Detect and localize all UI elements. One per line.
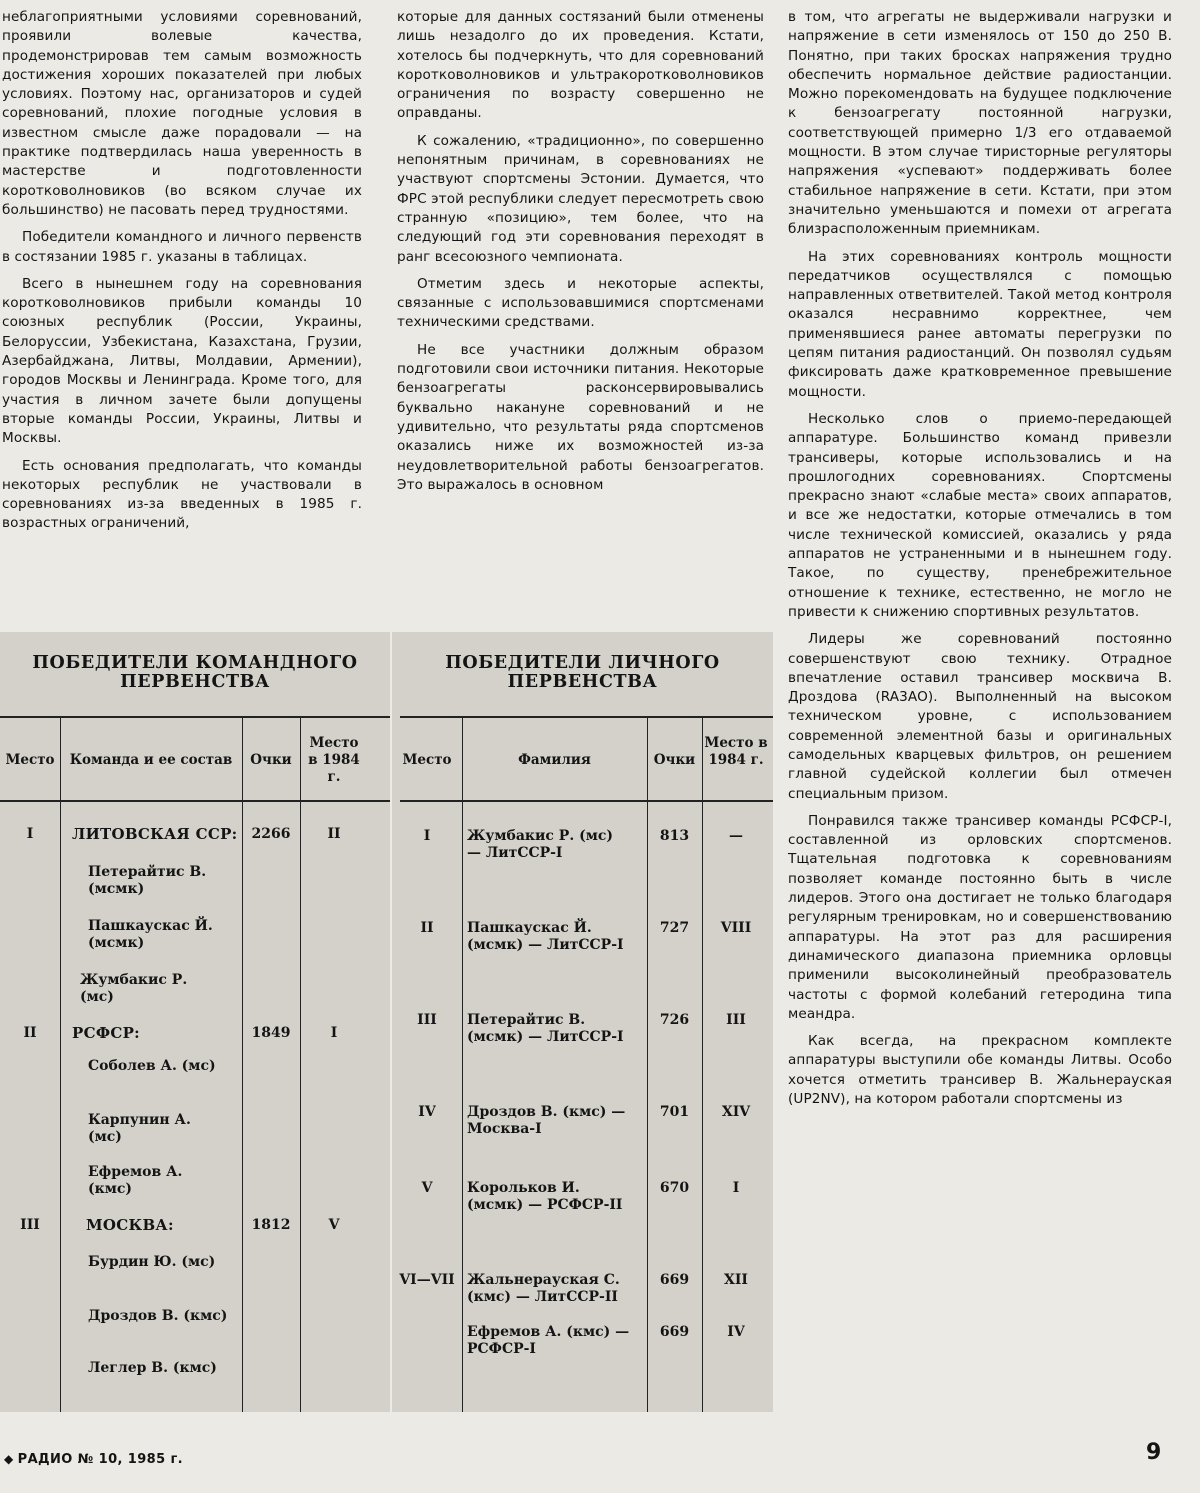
table-rule bbox=[400, 800, 773, 802]
team-member: Ефремов А. (кмс) bbox=[88, 1164, 183, 1197]
paragraph: Понравился также трансивер команды РСФСР-I, составленной из орловских спортсменов. Тщательная подготовка к соревнованиям позволяет команде постоянно быть в числе лидеров. Этого она достигает не только благодаря регулярным тренировкам, но и совершенствованию аппаратуры. На этот раз для расширения динамического диапазона приемника орловцы применили высоколинейный преобразователь частоты с формой колебаний гетеродина типа меандра. bbox=[788, 812, 1172, 1022]
row-prev-place: V bbox=[328, 1217, 340, 1233]
team-name: РСФСР: bbox=[72, 1024, 141, 1042]
row-prev-place: XII bbox=[724, 1272, 748, 1288]
row-points: 669 bbox=[659, 1272, 690, 1288]
team-member: Петерайтис В. (мсмк) bbox=[88, 864, 207, 897]
team-member: Бурдин Ю. (мс) bbox=[88, 1254, 216, 1270]
text-column-2 bbox=[397, 8, 764, 503]
text-column-1 bbox=[2, 8, 362, 542]
header-team: Команда и ее состав bbox=[69, 752, 233, 768]
team-member: Карпунин А. (мс) bbox=[88, 1112, 191, 1145]
row-place: II bbox=[23, 1025, 37, 1041]
column-divider bbox=[702, 716, 703, 1412]
team-member: Пашкаускас Й. (мсмк) bbox=[88, 918, 213, 951]
row-prev-place: III bbox=[726, 1012, 746, 1028]
row-name: Петерайтис В. (мсмк) — ЛитССР-I bbox=[467, 1012, 624, 1045]
diamond-icon: ◆ bbox=[4, 1452, 14, 1466]
team-member: Соболев А. (мс) bbox=[88, 1058, 216, 1074]
paragraph: Победители командного и личного первенств в состязании 1985 г. указаны в таблицах. bbox=[2, 229, 362, 265]
paragraph: Отметим здесь и некоторые аспекты, связанные с использовавшимися спортсменами техническими средствами. bbox=[397, 275, 764, 331]
team-member: Жумбакис Р. (мс) bbox=[80, 972, 188, 1005]
header-prev-place: Место в 1984 г. bbox=[704, 735, 768, 768]
text-column-3 bbox=[788, 8, 1172, 1117]
row-place: IV bbox=[418, 1104, 436, 1120]
row-prev-place: I bbox=[330, 1025, 338, 1041]
row-prev-place: I bbox=[732, 1180, 740, 1196]
paragraph: Лидеры же соревнований постоянно совершенствуют свою технику. Отрадное впечатление оставил трансивер москвича В. Дроздова (RA3AO). Выполненный на высоком техническом уровне, с использованием современной элементной базы и оригинальных самодельных кварцевых фильтров, он решением главной судейской коллегии был отмечен специальным призом. bbox=[788, 631, 1172, 802]
row-prev-place: — bbox=[729, 828, 743, 844]
row-points: 727 bbox=[659, 920, 690, 936]
row-name: Пашкаускас Й. (мсмк) — ЛитССР-I bbox=[467, 920, 624, 953]
row-prev-place: VIII bbox=[720, 920, 752, 936]
row-place: III bbox=[20, 1217, 40, 1233]
row-prev-place: II bbox=[327, 826, 341, 842]
table-rule bbox=[400, 716, 773, 718]
team-results-table bbox=[0, 632, 390, 1412]
column-divider bbox=[60, 716, 61, 1412]
row-name: Корольков И. (мсмк) — РСФСР-II bbox=[467, 1180, 623, 1213]
paragraph: Есть основания предполагать, что команды некоторых республик не участвовали в соревнованиях из-за введенных в 1985 г. возрастных ограничений, bbox=[2, 457, 362, 532]
table-rule bbox=[0, 800, 390, 802]
row-place: VI—VII bbox=[399, 1272, 455, 1288]
column-divider bbox=[647, 716, 648, 1412]
header-points: Очки bbox=[250, 752, 292, 768]
column-divider bbox=[462, 716, 463, 1412]
row-name: Жальнерауская С. (кмс) — ЛитССР-II bbox=[467, 1272, 620, 1305]
paragraph: неблагоприятными условиями соревнований, проявили волевые качества, продемонстрировав тем самым возможность достижения хороших показателей при любых условиях. Поэтому нас, организаторов и судей соревнований, плохие погодные условия в известном смысле даже порадовали — на практике подтвердилась наша уверенность в мастерстве и подготовленности коротковолновиков (во всяком случае их большинство) не пасовать перед трудностями. bbox=[2, 9, 362, 218]
row-points: 726 bbox=[659, 1012, 690, 1028]
row-points: 670 bbox=[659, 1180, 690, 1196]
row-name: Жумбакис Р. (мс) — ЛитССР-I bbox=[467, 828, 614, 861]
paragraph: На этих соревнованиях контроль мощности передатчиков осуществлялся с помощью направленных ответвителей. Такой метод контроля оказался несравнимо корректнее, чем применявшиеся ранее автоматы перегрузки по цепям питания радиостанций. Он позволял судьям фиксировать даже кратковременное превышение мощности. bbox=[788, 248, 1172, 400]
team-member: Дроздов В. (кмс) bbox=[88, 1308, 228, 1324]
team-name: ЛИТОВСКАЯ ССР: bbox=[72, 825, 238, 843]
row-place: III bbox=[417, 1012, 437, 1028]
row-points: 1849 bbox=[251, 1025, 291, 1041]
magazine-footer bbox=[4, 1452, 183, 1467]
row-points: 669 bbox=[659, 1324, 690, 1340]
table-title: ПОБЕДИТЕЛИ ЛИЧНОГО ПЕРВЕНСТВА bbox=[445, 653, 720, 692]
row-points: 1812 bbox=[251, 1217, 291, 1233]
team-member: Леглер В. (кмс) bbox=[88, 1360, 217, 1376]
paragraph: в том, что агрегаты не выдерживали нагрузки и напряжение в сети изменялось от 150 до 250 В. Понятно, при таких бросках напряжения трудно обеспечить нормальное действие радиостанции. Можно порекомендовать на будущее подключение к бензоагрегату постоянной нагрузки, соответствующей примерно 1/3 его отдаваемой мощности. В этом случае тиристорные регуляторы напряжения «успевают» поддерживать более стабильное напряжение в сети. Кстати, при этом значительно уменьшаются и помехи от агрегата близрасположенным приемникам. bbox=[788, 9, 1172, 238]
paragraph: Не все участники должным образом подготовили свои источники питания. Некоторые бензоагрегаты расконсервировывались буквально накануне соревнований и не удивительно, что результаты ряда спортсменов оказались ниже их возможностей из-за неудовлетворительной работы бензоагрегатов. Это выражалось в основном bbox=[397, 341, 764, 493]
row-points: 813 bbox=[659, 828, 690, 844]
row-place: II bbox=[420, 920, 434, 936]
column-divider bbox=[300, 716, 301, 1412]
paragraph: К сожалению, «традиционно», по совершенно непонятным причинам, в соревнованиях не участвуют спортсмены Эстонии. Думается, что ФРС этой республики следует пересмотреть свою странную «позицию», тем более, что на следующий год эти соревнования переходят в ранг всесоюзного чемпионата. bbox=[397, 132, 765, 265]
paragraph: которые для данных состязаний были отменены лишь незадолго до их проведения. Кстати, хотелось бы подчеркнуть, что для соревнований коротковолновиков и ультракоротковолновиков ограничения по возрасту совершенно не оправданы. bbox=[397, 9, 764, 122]
column-divider bbox=[242, 716, 243, 1412]
row-prev-place: IV bbox=[727, 1324, 745, 1340]
row-points: 2266 bbox=[251, 826, 291, 842]
footer-label: РАДИО № 10, 1985 г. bbox=[17, 1452, 184, 1467]
row-prev-place: XIV bbox=[721, 1104, 751, 1120]
paragraph: Несколько слов о приемо-передающей аппаратуре. Большинство команд привезли трансиверы, которые использовались и на прошлогодних соревнованиях. Спортсмены прекрасно знают «слабые места» своих аппаратов, и все же недостатки, которые отмечались в том числе технической комиссией, оказались у ряда аппаратов не устраненными и в нынешнем году. Такое, по существу, пренебрежительное отношение к технике, естественно, не могло не привести к снижению спортивных результатов. bbox=[788, 410, 1172, 620]
row-place: V bbox=[421, 1180, 433, 1196]
paragraph: Как всегда, на прекрасном комплекте аппаратуры выступили обе команды Литвы. Особо хочется отметить трансивер В. Жальнерауская (UP2NV), на котором работали спортсмены из bbox=[788, 1033, 1172, 1108]
header-prev-place: Место в 1984 г. bbox=[308, 735, 360, 785]
row-name: Дроздов В. (кмс) — Москва-I bbox=[467, 1104, 626, 1137]
header-name: Фамилия bbox=[518, 752, 591, 768]
row-points: 701 bbox=[659, 1104, 690, 1120]
header-place: Место bbox=[5, 752, 55, 768]
header-points: Очки bbox=[653, 752, 696, 768]
personal-results-table bbox=[392, 632, 773, 1412]
table-title: ПОБЕДИТЕЛИ КОМАНДНОГО ПЕРВЕНСТВА bbox=[32, 653, 358, 692]
table-rule bbox=[0, 716, 390, 718]
paragraph: Всего в нынешнем году на соревнования коротковолновиков прибыли команды 10 союзных республик (России, Украины, Белоруссии, Узбекистана, Казахстана, Грузии, Азербайджана, Литвы, Молдавии, Армении), городов Москвы и Ленинграда. Кроме того, для участия в личном зачете были допущены вторые команды России, Украины, Литвы и Москвы. bbox=[2, 275, 362, 447]
row-place: I bbox=[423, 828, 431, 844]
row-place: I bbox=[26, 826, 34, 842]
header-place: Место bbox=[402, 752, 452, 768]
team-name: МОСКВА: bbox=[86, 1216, 174, 1234]
page-number: 9 bbox=[1146, 1440, 1162, 1465]
row-name: Ефремов А. (кмс) — РСФСР-I bbox=[467, 1324, 630, 1357]
